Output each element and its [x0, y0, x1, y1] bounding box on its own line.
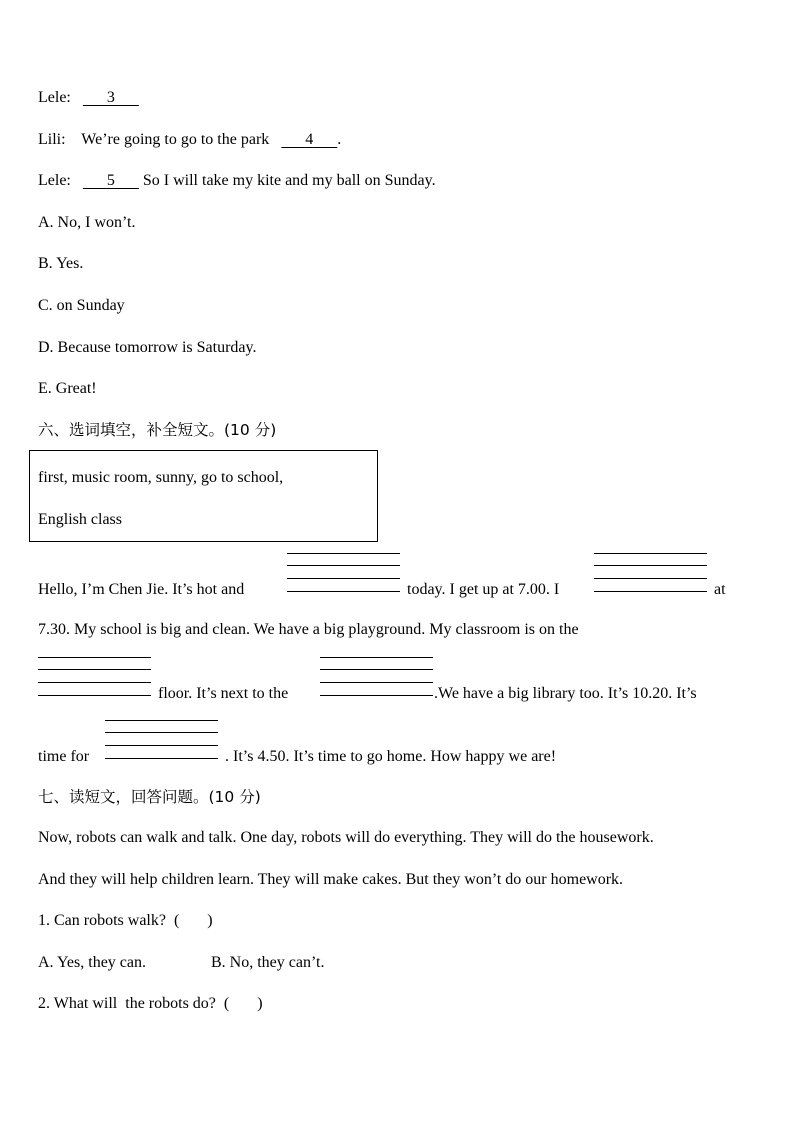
dialogue-line-4: Lili: We’re going to go to the park 4 . — [38, 131, 342, 148]
option-c: C. on Sunday — [38, 297, 125, 314]
word-box-line-2: English class — [38, 511, 122, 528]
option-b: B. Yes. — [38, 255, 84, 272]
passage-text-4b: . It’s 4.50. It’s time to go home. How happy we are! — [225, 748, 557, 765]
dialogue-text-4: We’re going to go to the park — [81, 131, 270, 148]
passage-text-1b: today. I get up at 7.00. I — [407, 581, 560, 598]
passage-text-3a: floor. It’s next to the — [158, 685, 289, 702]
word-box — [29, 450, 378, 542]
answer-blank-3: 3 — [106, 89, 115, 106]
answer-blank-4: 4 — [305, 131, 314, 148]
option-a: A. No, I won’t. — [38, 214, 136, 231]
dialogue-line-3 — [38, 89, 139, 107]
reading-paragraph-1: Now, robots can walk and talk. One day, robots will do everything. They will do the housework. — [38, 829, 654, 846]
answer-blank-5: 5 — [106, 172, 115, 189]
question-1-option-b: B. No, they can’t. — [211, 954, 325, 971]
option-d: D. Because tomorrow is Saturday. — [38, 339, 257, 356]
option-e: E. Great! — [38, 380, 97, 397]
passage-text-1c: at — [714, 581, 726, 598]
section-7-heading: 七、读短文，回答问题。(10 分) — [38, 788, 261, 806]
reading-paragraph-2: And they will help children learn. They will make cakes. But they won’t do our homework. — [38, 871, 624, 888]
word-box-line-1: first, music room, sunny, go to school, — [38, 469, 284, 486]
passage-text-2: 7.30. My school is big and clean. We have a big playground. My classroom is on the — [38, 621, 579, 638]
question-1: 1. Can robots walk? ( ) — [38, 912, 213, 929]
fill-blank-2[interactable] — [594, 553, 707, 593]
question-1-option-a: A. Yes, they can. — [38, 954, 146, 971]
passage-text-4a: time for — [38, 748, 90, 765]
question-2: 2. What will the robots do? ( ) — [38, 995, 263, 1012]
fill-blank-3[interactable] — [38, 657, 151, 697]
section-6-heading: 六、选词填空，补全短文。(10 分) — [38, 421, 277, 439]
fill-blank-1[interactable] — [287, 553, 400, 593]
speaker-lele: Lele: — [38, 89, 71, 106]
passage-text-1a: Hello, I’m Chen Jie. It’s hot and — [38, 581, 245, 598]
dialogue-text-5: So I will take my kite and my ball on Sunday. — [142, 172, 436, 189]
passage-text-3b: .We have a big library too. It’s 10.20. It’s — [434, 685, 697, 702]
speaker-lele-2: Lele: — [38, 172, 71, 189]
dialogue-line-5 — [38, 172, 436, 190]
fill-blank-5[interactable] — [105, 720, 218, 760]
fill-blank-4[interactable] — [320, 657, 433, 697]
speaker-lili: Lili: — [38, 131, 66, 148]
